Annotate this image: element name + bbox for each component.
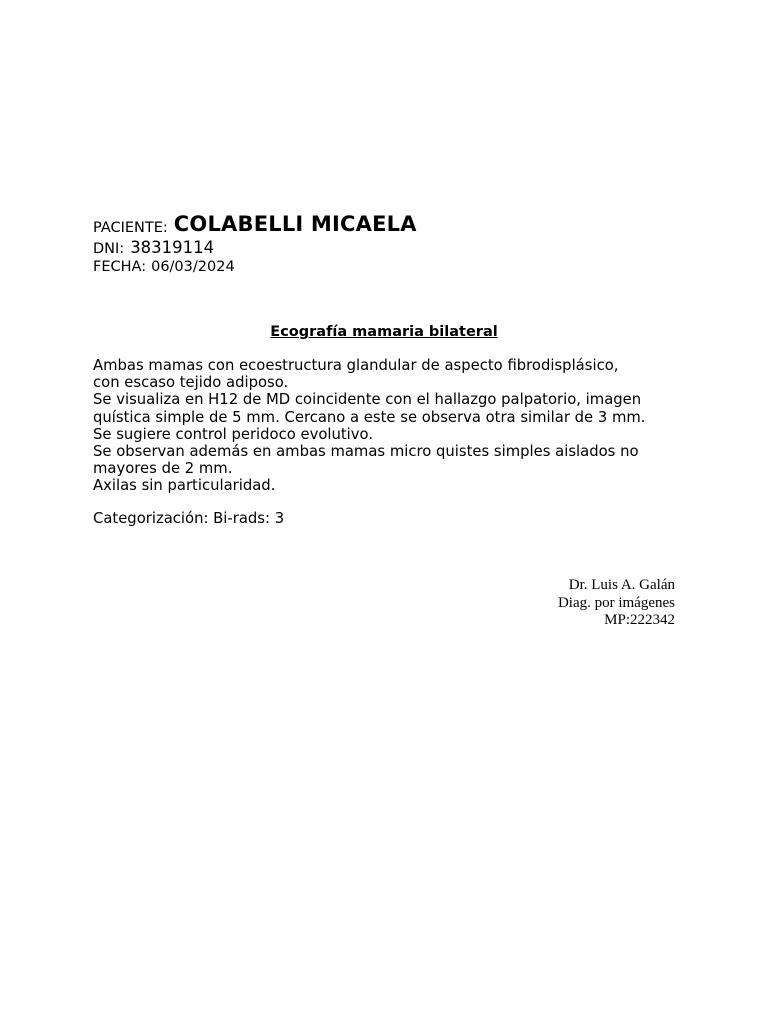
report-date-row xyxy=(93,257,693,275)
report-date: 06/03/2024 xyxy=(151,259,235,275)
report-line: Se observan además en ambas mamas micro quistes simples aislados no xyxy=(93,443,639,461)
signature-specialty: Diag. por imágenes xyxy=(557,594,675,611)
report-body xyxy=(93,357,693,495)
report-line: con escaso tejido adiposo. xyxy=(93,374,289,392)
report-line: Axilas sin particularidad. xyxy=(93,477,276,495)
signature-block xyxy=(558,577,675,630)
report-date-label: FECHA: xyxy=(93,259,147,275)
signature-license: MP:222342 xyxy=(604,612,675,628)
report-title: Ecografía mamaria bilateral xyxy=(270,324,498,340)
report-line: mayores de 2 mm. xyxy=(93,460,233,478)
patient-name: COLABELLI MICAELA xyxy=(173,212,417,236)
report-line: quística simple de 5 mm. Cercano a este se observa otra similar de 3 mm. xyxy=(93,408,646,426)
report-line: Ambas mamas con ecoestructura glandular de aspecto fibrodisplásico, xyxy=(93,357,619,374)
patient-name-row xyxy=(93,210,693,236)
signature-name: Dr. Luis A. Galán xyxy=(568,577,675,593)
report-line: Se visualiza en H12 de MD coincidente con el hallazgo palpatorio, imagen xyxy=(93,391,642,409)
patient-name-label: PACIENTE: xyxy=(93,220,168,236)
birads-category: Categorización: Bi-rads: 3 xyxy=(93,510,285,527)
patient-header xyxy=(93,210,693,275)
patient-dni: 38319114 xyxy=(130,238,215,257)
patient-dni-row xyxy=(93,237,693,257)
patient-dni-label: DNI: xyxy=(93,241,125,257)
report-line: Se sugiere control peridoco evolutivo. xyxy=(93,425,374,443)
